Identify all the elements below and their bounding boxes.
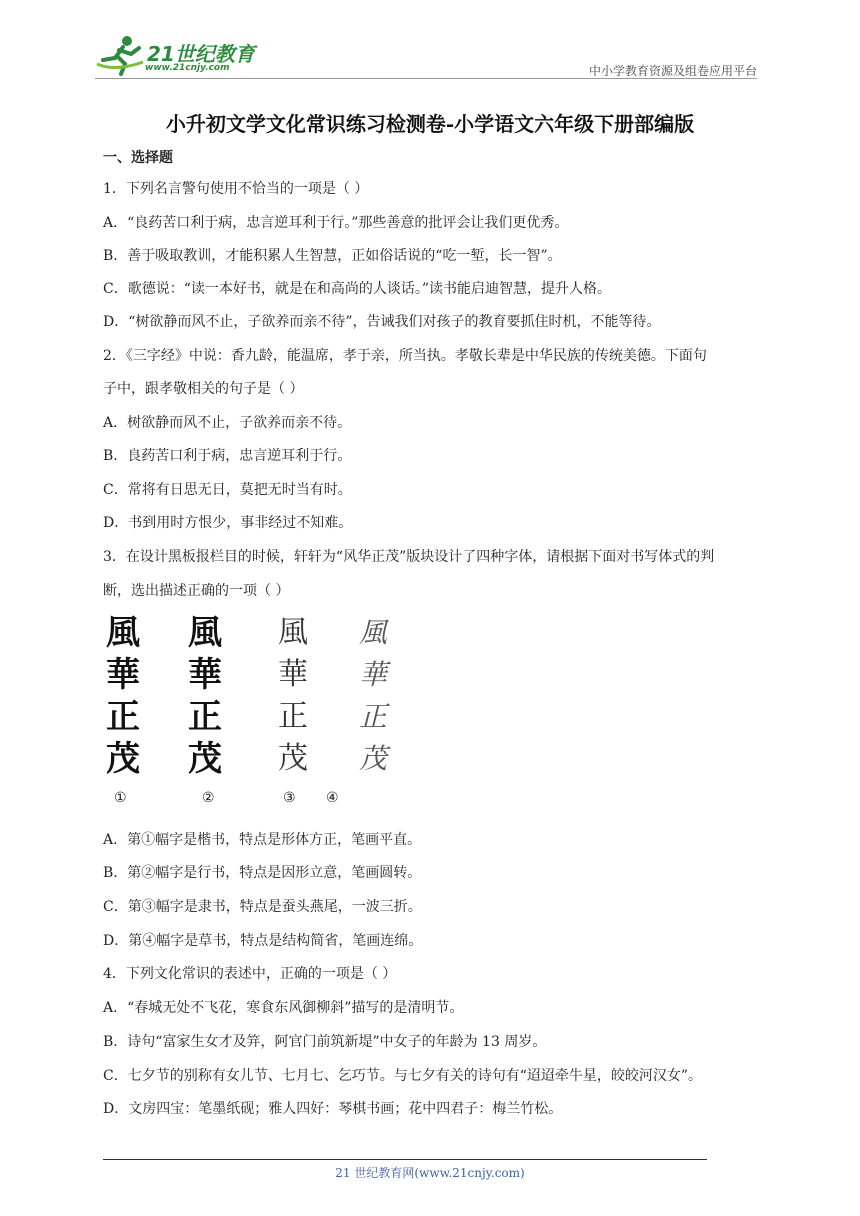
page-title: 小升初文学文化常识练习检测卷-小学语文六年级下册部编版 [165, 112, 695, 136]
calligraphy-image [100, 612, 400, 782]
q1-option-d: D．“树欲静而风不止，子欲养而亲不待”，告诫我们对孩子的教育要抓住时机，不能等待。 [103, 314, 661, 330]
calligraphy-label: ① [114, 790, 127, 806]
question-2-line-2: 子中，跟孝敬相关的句子是（ ） [103, 381, 304, 397]
q3-option-d: D．第④幅字是草书，特点是结构简省，笔画连绵。 [103, 933, 423, 949]
site-logo [95, 34, 265, 76]
q2-option-a: A．树欲静而风不止，子欲养而亲不待。 [103, 415, 352, 431]
platform-name: 中小学教育资源及组卷应用平台 [588, 64, 757, 78]
calligraphy-char: 風 [188, 613, 222, 653]
runner-logo-icon [95, 34, 147, 76]
header-divider [95, 78, 757, 79]
calligraphy-char: 茂 [358, 742, 387, 775]
q1-option-b: B．善于吸取教训，才能积累人生智慧，正如俗话说的“吃一堑，长一智”。 [103, 248, 562, 264]
q3-option-c: C．第③幅字是隶书，特点是蚕头燕尾，一波三折。 [103, 899, 422, 915]
footer-divider [103, 1159, 707, 1160]
calligraphy-char: 華 [358, 658, 387, 691]
section-heading: 一、选择题 [103, 150, 173, 166]
calligraphy-style-2 [182, 612, 228, 780]
q4-option-b: B．诗句“富家生女才及笄，阿官门前筑新堤”中女子的年龄为 13 周岁。 [103, 1034, 547, 1050]
calligraphy-char: 風 [106, 613, 140, 653]
q4-option-a: A．“春城无处不飞花，寒食东风御柳斜”描写的是清明节。 [103, 1000, 464, 1016]
calligraphy-char: 華 [278, 657, 308, 692]
q2-option-b: B．良药苦口利于病，忠言逆耳利于行。 [103, 448, 352, 464]
question-1: 1．下列名言警句使用不恰当的一项是（ ） [103, 181, 369, 197]
calligraphy-char: 正 [188, 697, 222, 737]
calligraphy-char: 茂 [278, 741, 308, 776]
calligraphy-style-4 [350, 612, 396, 780]
q4-option-d: D．文房四宝：笔墨纸砚；雅人四好：琴棋书画；花中四君子：梅兰竹松。 [103, 1101, 563, 1117]
calligraphy-style-3 [270, 612, 316, 780]
question-4: 4．下列文化常识的表述中，正确的一项是（ ） [103, 966, 397, 982]
calligraphy-label: ② [202, 790, 215, 806]
calligraphy-label: ④ [326, 790, 339, 806]
calligraphy-label: ③ [283, 790, 296, 806]
question-2-line-1: 2．《三字经》中说：香九龄，能温席，孝于亲，所当执。孝敬长辈是中华民族的传统美德。下面句 [103, 348, 707, 364]
q4-option-c: C．七夕节的别称有女儿节、七月七、乞巧节。与七夕有关的诗句有“迢迢牵牛星，皎皎河汉女”。 [103, 1068, 703, 1084]
calligraphy-char: 正 [106, 697, 140, 737]
q2-option-c: C．常将有日思无日，莫把无时当有时。 [103, 482, 352, 498]
calligraphy-style-1 [100, 612, 146, 780]
calligraphy-labels [100, 790, 400, 812]
calligraphy-char: 茂 [188, 739, 222, 779]
calligraphy-char: 正 [278, 699, 308, 734]
q1-option-c: C．歌德说：“读一本好书，就是在和高尚的人谈话。”读书能启迪智慧，提升人格。 [103, 281, 612, 297]
q3-option-b: B．第②幅字是行书，特点是因形立意，笔画圆转。 [103, 865, 422, 881]
calligraphy-char: 華 [106, 655, 140, 695]
logo-text: 21世纪教育 [147, 42, 255, 66]
question-3-line-2: 断，选出描述正确的一项（ ） [103, 583, 290, 599]
calligraphy-char: 茂 [106, 739, 140, 779]
calligraphy-char: 正 [358, 700, 387, 733]
q3-option-a: A．第①幅字是楷书，特点是形体方正，笔画平直。 [103, 832, 422, 848]
q1-option-a: A．“良药苦口利于病，忠言逆耳利于行。”那些善意的批评会让我们更优秀。 [103, 215, 569, 231]
calligraphy-char: 風 [278, 615, 308, 650]
calligraphy-char: 風 [358, 616, 387, 649]
page-footer: 21 世纪教育网(www.21cnjy.com) [335, 1166, 525, 1180]
page-header [95, 34, 757, 80]
question-3-line-1: 3．在设计黑板报栏目的时候，轩轩为“风华正茂”版块设计了四种字体，请根据下面对书写体式的判 [103, 549, 715, 565]
q2-option-d: D．书到用时方恨少，事非经过不知难。 [103, 515, 353, 531]
calligraphy-char: 華 [188, 655, 222, 695]
logo-url: www.21cnjy.com [145, 63, 230, 73]
